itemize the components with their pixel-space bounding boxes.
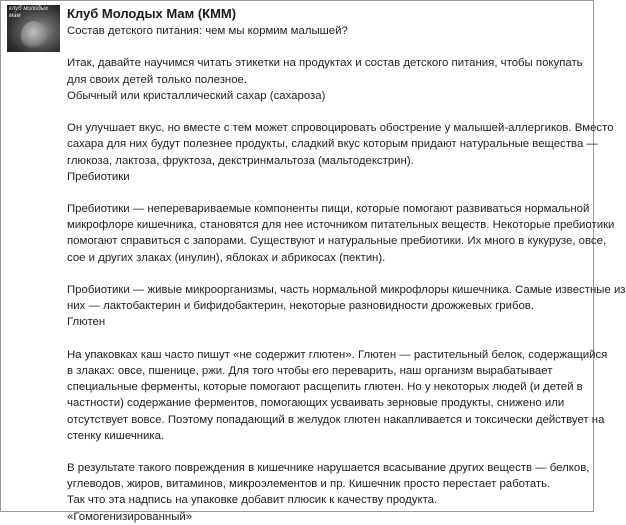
post-line: отсутствует вовсе. Поэтому попадающий в желудок глютен накапливается и токсически действует на — [67, 413, 605, 426]
post-line: специальные ферменты, которые помогают расщепить глютен. Но у некоторых людей (и детей в — [67, 381, 583, 394]
post-paragraph — [67, 201, 615, 266]
post-paragraph — [67, 460, 589, 525]
post-body — [67, 23, 626, 525]
post-line: них — лактобактерин и бифидобактерин, некоторые разновидности дрожжевых грибов. — [67, 300, 535, 313]
post-line: Он улучшает вкус, но вместе с тем может спровоцировать обострение у малышей-аллергиков. Вместо — [67, 122, 614, 135]
avatar-photo — [21, 21, 47, 49]
post-line: «Гомогенизированный» — [67, 510, 193, 523]
post-line: Так что эта надпись на упаковке добавит плюсик к качеству продукта. — [67, 494, 438, 507]
group-name-link[interactable]: Клуб Молодых Мам (КММ) — [67, 6, 237, 21]
avatar-caption-line: мам — [9, 13, 21, 19]
post-line: глюкоза, лактоза, фруктоза, декстринмальтоза (мальтодекстрин). — [67, 154, 414, 167]
post-line: На упаковках каш часто пишут «не содержит глютен». Глютен — растительный белок, содержащийся — [67, 348, 608, 361]
post-line: микрофлоре кишечника, становятся для нее источником питательных веществ. Некоторые пребиотики — [67, 219, 615, 232]
post-line: В результате такого повреждения в кишечнике нарушается всасывание других веществ — белков, — [67, 462, 590, 475]
post-line: частности) содержание ферментов, помогающих усваивать зерновые продукты, снижено или — [67, 397, 565, 410]
post-line: Пребиотики — неперевариваемые компоненты пищи, которые помогают развиваться нормальной — [67, 203, 590, 216]
post-line: Пребиотики — [67, 170, 130, 183]
post-line: для своих детей только полезное. — [67, 73, 248, 86]
post-line: сахара для них будут полезнее продукты, сладкий вкус которым придают натуральные вещества — — [67, 138, 598, 151]
post-line: углеводов, жиров, витаминов, микроэлементов и пр. Кишечник просто перестает работать. — [67, 478, 551, 491]
post-line: помогают справиться с запорами. Существуют и натуральные пребиотики. Их много в кукурузе, овсе, — [67, 235, 607, 248]
avatar-caption-line: клуб молодых — [9, 6, 49, 12]
post-line: Итак, давайте научимся читать этикетки на продуктах и состав детского питания, чтобы покупать — [67, 57, 583, 70]
group-avatar[interactable] — [7, 5, 60, 52]
post-line: в злаках: овсе, пшенице, ржи. Для того чтобы его переварить, наш организм вырабатывает — [67, 364, 553, 377]
post-line: стенку кишечника. — [67, 429, 165, 442]
post-paragraph — [67, 120, 614, 185]
post-paragraph — [67, 55, 589, 104]
post-line: сое и других злаках (инулин), яблоках и абрикосах (пектин). — [67, 251, 386, 264]
post-line: Пробиотики — живые микроорганизмы, часть нормальной микрофлоры кишечника. Самые известные из — [67, 284, 626, 296]
avatar-caption — [9, 6, 48, 20]
post-paragraph — [67, 347, 608, 444]
post-line: Обычный или кристаллический сахар (сахароза) — [67, 89, 326, 102]
post-paragraph — [67, 23, 589, 39]
post-line: Состав детского питания: чем мы кормим малышей? — [67, 25, 348, 37]
post-header — [67, 6, 587, 22]
post-line: Глютен — [67, 316, 106, 329]
post-paragraph — [67, 282, 626, 331]
